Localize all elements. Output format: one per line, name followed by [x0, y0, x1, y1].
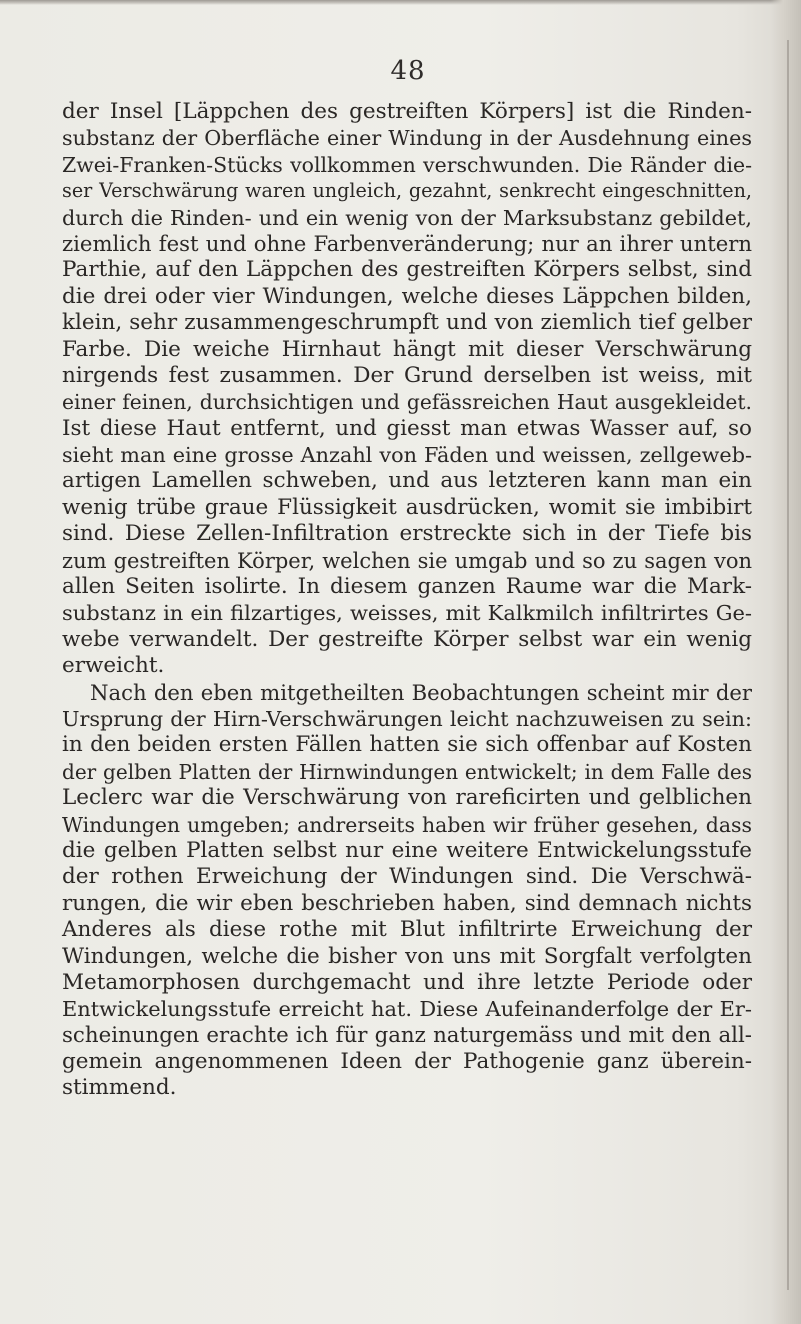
text-line: sind. Diese Zellen-Infiltration erstreckte sich in der Tiefe bis: [62, 521, 752, 547]
text-line: Farbe. Die weiche Hirnhaut hängt mit dieser Verschwärung: [62, 336, 752, 362]
text-line: Ist diese Haut entfernt, und giesst man etwas Wasser auf, so: [62, 415, 752, 441]
text-line: Anderes als diese rothe mit Blut infiltrirte Erweichung der: [62, 917, 752, 943]
text-line: webe verwandelt. Der gestreifte Körper selbst war ein wenig: [62, 626, 752, 652]
text-line: Leclerc war die Verschwärung von rareficirten und gelblichen: [62, 785, 752, 811]
text-line: nirgends fest zusammen. Der Grund derselben ist weiss, mit: [62, 362, 752, 388]
text-line: der Insel [Läppchen des gestreiften Körpers] ist die Rinden-: [62, 99, 752, 124]
text-line: scheinungen erachte ich für ganz naturgemäss und mit den all-: [62, 1022, 752, 1048]
paragraph-first-line: Nach den eben mitgetheilten Beobachtungen scheint mir der: [90, 679, 752, 705]
text-line: Windungen umgeben; andrerseits haben wir früher gesehen, dass: [62, 812, 752, 837]
text-line: Entwickelungsstufe erreicht hat. Diese Aufeinanderfolge der Er-: [62, 997, 752, 1022]
text-line: in den beiden ersten Fällen hatten sie sich offenbar auf Kosten: [62, 732, 752, 758]
text-line: Windungen, welche die bisher von uns mit Sorgfalt verfolgten: [62, 943, 752, 969]
text-line: ziemlich fest und ohne Farbenveränderung; nur an ihrer untern: [62, 230, 752, 256]
text-line: durch die Rinden- und ein wenig von der Marksubstanz gebildet,: [62, 205, 752, 230]
text-line: Zwei-Franken-Stücks vollkommen verschwunden. Die Ränder die-: [62, 152, 752, 177]
paragraph-end-line: erweicht.: [62, 653, 165, 679]
text-line: rungen, die wir eben beschrieben haben, sind demnach nichts: [62, 890, 752, 916]
page-top-edge: [0, 0, 801, 5]
text-line: die gelben Platten selbst nur eine weitere Entwickelungsstufe: [62, 837, 752, 863]
body-text: [62, 99, 752, 1102]
text-line: substanz in ein filzartiges, weisses, mit Kalkmilch infiltrirtes Ge-: [62, 601, 752, 626]
text-line: zum gestreiften Körper, welchen sie umgab und so zu sagen von: [62, 547, 752, 573]
text-line: die drei oder vier Windungen, welche dieses Läppchen bilden,: [62, 283, 752, 309]
text-line: Parthie, auf den Läppchen des gestreiften Körpers selbst, sind: [62, 257, 752, 283]
text-line: der rothen Erweichung der Windungen sind. Die Verschwä-: [62, 864, 752, 890]
text-line: artigen Lamellen schweben, und aus letzteren kann man ein: [62, 468, 752, 494]
text-line: Metamorphosen durchgemacht und ihre letzte Periode oder: [62, 969, 752, 995]
text-line: einer feinen, durchsichtigen und gefässreichen Haut ausgekleidet.: [62, 390, 752, 415]
binding-shadow-line: [787, 40, 789, 1290]
text-line: ser Verschwärung waren ungleich, gezahnt, senkrecht eingeschnitten,: [62, 179, 752, 203]
text-line: Ursprung der Hirn-Verschwärungen leicht nachzuweisen zu sein:: [62, 706, 752, 731]
page-number: 48: [390, 56, 426, 86]
text-line: allen Seiten isolirte. In diesem ganzen Raume war die Mark-: [62, 574, 752, 600]
paragraph-end-line: stimmend.: [62, 1075, 177, 1101]
text-line: der gelben Platten der Hirnwindungen entwickelt; in dem Falle des: [62, 759, 752, 784]
binding-gutter: [771, 0, 801, 1324]
text-line: wenig trübe graue Flüssigkeit ausdrücken, womit sie imbibirt: [62, 494, 752, 520]
text-line: substanz der Oberfläche einer Windung in der Ausdehnung eines: [62, 126, 752, 151]
text-line: klein, sehr zusammengeschrumpft und von ziemlich tief gelber: [62, 310, 752, 336]
text-line: sieht man eine grosse Anzahl von Fäden und weissen, zellgeweb-: [62, 443, 752, 468]
text-line: gemein angenommenen Ideen der Pathogenie ganz überein-: [62, 1049, 752, 1075]
